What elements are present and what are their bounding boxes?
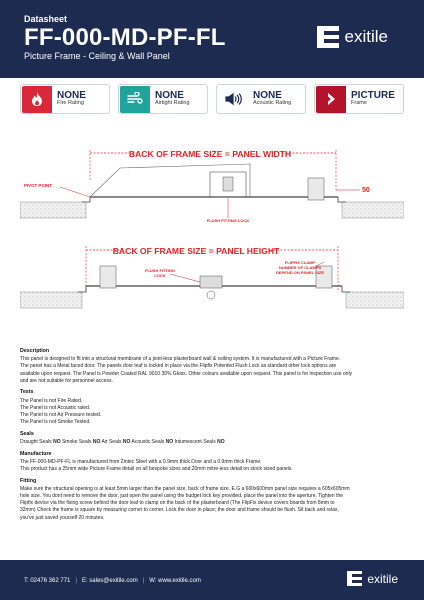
logo-text: exitile [344,27,388,46]
header-banner [0,0,424,78]
seal-name: Draught Seals [20,438,52,445]
test-item: The Panel is not Smoke Tested. [20,419,91,426]
manufacture-line: The FF-000-MD-PF-FL is manufactured from Zintec Steel with a 0.9mm thick Door and a 0.9mm thick Frame. [20,458,262,465]
test-item: The Panel is not Air Pressure tested. [20,412,102,419]
lock-leader-bottom [170,274,200,282]
frame-profile [82,197,346,202]
airtight-rating-label: Airtight Rating [155,100,190,107]
fire-rating-label: Fire Rating [57,100,84,107]
exitile-logo-icon [317,26,339,48]
fire-rating-value: NONE [57,89,86,101]
acoustic-rating-value: NONE [253,89,282,101]
lock-label-bottom-2: LOCK [154,273,166,278]
frame-type-value: PICTURE [351,89,395,101]
description-text [20,356,405,385]
exitile-logo-icon [347,571,362,586]
seal-value: NO [53,438,61,445]
seals-title: Seals [20,430,34,437]
airtight-rating-card [118,84,208,114]
product-subtitle: Picture Frame - Ceiling & Wall Panel [24,51,170,61]
frame-type-label: Frame [351,100,367,107]
seal-name: Air Seals [101,438,122,445]
seals-list [20,439,405,446]
flipfix-clamp-left [100,266,116,288]
frame-type-card [314,84,404,114]
fitting-title: Fitting [20,477,37,484]
footer-logo-text: exitile [367,571,398,586]
acoustic-rating-label: Acoustic Rating [253,100,292,107]
flipfix-clamp-top [308,178,324,200]
fitting-line: you've just saved yourself 20 minutes. [20,514,105,521]
datasheet-content [20,348,405,522]
footer-contacts [24,578,201,584]
technical-drawing [20,140,404,340]
footer-divider: | [142,578,145,584]
footer-logo[interactable] [347,571,398,586]
description-line: The panel has a Metal faced door. The panels door leaf is locked in place via the Flipfix Potented Flush Lock as standard other lock options are [20,363,337,370]
doc-type: Datasheet [24,14,68,24]
fitting-text [20,486,405,522]
manufacture-text [20,459,405,474]
plasterboard-bottom-left [20,292,82,308]
fitting-line: Make sure the structural opening is at least 5mm larger than the panel size, back of frame size. E.G a 600x600mm panel size requires a 605x605mm [20,485,350,492]
clamp-label-1: FLIPFIX CLAMP [284,260,316,265]
pivot-leader [60,187,90,197]
seal-value: NO [217,438,225,445]
footer-bar [0,560,424,600]
clamp-label-2: NUMBER OF CLAMPS [278,265,322,270]
test-item: The Panel is not Fire Rated. [20,397,83,404]
manufacture-title: Manufacture [20,450,52,457]
lock-cam-top [223,177,233,191]
footer-website[interactable]: W: www.exitile.com [149,578,201,584]
description-line: This panel is designed to fit into a structural membrane of a joint-less plasterboard wall & ceiling system. It is manufactured with a Picture Frame. [20,356,341,363]
product-code: FF-000-MD-PF-FL [24,24,226,51]
manufacture-line: This product has a 25mm wide Picture Frame detail on all bespoke sizes and 20mm mitre-less detail on stock sized panels. [20,465,293,472]
seal-value: NO [122,438,131,445]
seal-name: Acoustic Seals [131,438,165,445]
chevron-right-icon [316,86,346,113]
footer-divider: | [75,578,77,584]
seal-value: NO [165,438,174,445]
flame-icon [22,86,52,113]
fitting-line: 32mm) Check the frame is square by measuring corner to corner. Lock the door in place; the door and frame should be flush. Sit back and relax, [20,507,339,514]
fitting-line: hole size. You dont need to remove the door, just open the panel using the budget lock key provided, place the panel into the aperture. Tighten the [20,492,344,499]
description-line: and are not suitable for personnel access. [20,377,113,384]
acoustic-rating-card [216,84,306,114]
seal-name: Intumescent Seals [174,438,216,445]
ratings-row [20,84,404,114]
description-title: Description [20,348,50,354]
airflow-icon [120,86,150,113]
tests-list [20,398,405,427]
test-item: The Panel is not Acoustic rated. [20,404,91,411]
pivot-point-label: PIVOT POINT [24,183,52,188]
plasterboard-right [342,202,404,218]
fire-rating-card [20,84,110,114]
dim-50-label: 50 [362,187,370,194]
lock-label-top: FLUSH FITTING LOCK [206,218,250,223]
fitting-line: Flipfix device via the fixing screw behind the door leaf to clamp on the back of the plasterboard (The FlipFix device covers boards from 8mm to [20,500,335,507]
lock-keyhole [207,291,215,299]
lock-label-bottom-1: FLUSH FITTING [145,268,175,273]
plasterboard-left [20,202,86,218]
seal-value: NO [92,438,101,445]
tests-title: Tests [20,389,34,396]
exitile-logo[interactable] [317,26,388,48]
speaker-icon [218,86,248,113]
lock-body-bottom [200,276,222,288]
panel-width-title: BACK OF FRAME SIZE = PANEL WIDTH [128,149,292,159]
clamp-label-3: DEPEND ON PANEL SIZE [275,270,325,275]
airtight-rating-value: NONE [155,89,184,101]
description-line: available upon request. The Panel is Powder Coated RAL 9010 30% Gloss. Other colours available upon request. This panel is for inspection use only [20,370,353,377]
seal-name: Smoke Seals [61,438,92,445]
footer-email[interactable]: E: sales@exitile.com [81,578,138,584]
panel-height-title: BACK OF FRAME SIZE = PANEL HEIGHT [112,246,280,256]
footer-phone[interactable]: T: 02476 362 771 [24,578,71,584]
plasterboard-bottom-right [346,292,404,308]
